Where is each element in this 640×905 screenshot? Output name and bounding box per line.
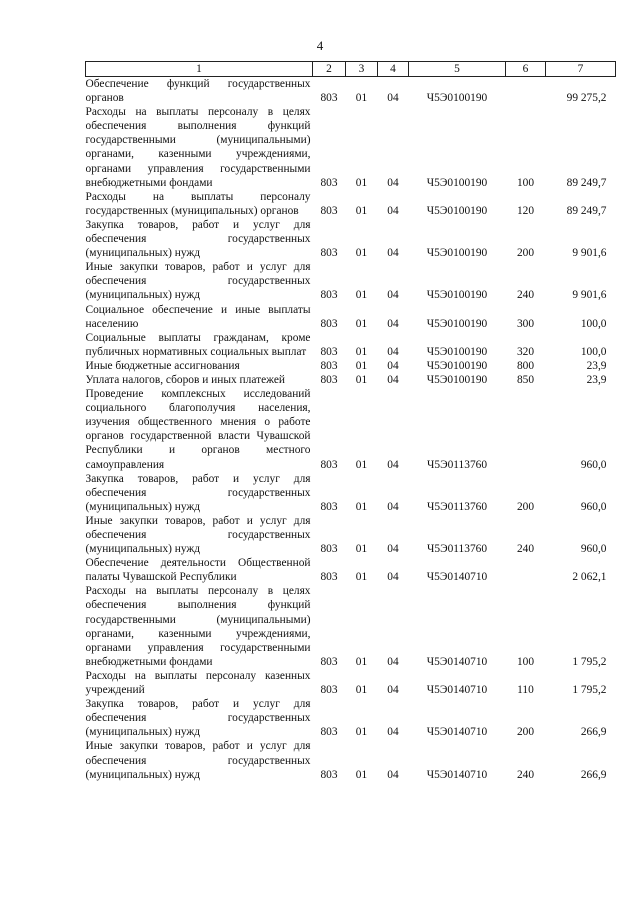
row-description: Расходы на выплаты персоналу казенных учреждений [85, 669, 311, 697]
row-section-code: 01 [355, 204, 368, 217]
table-row [86, 669, 616, 697]
header-col-4: 4 [378, 62, 409, 77]
row-target-article: Ч5Э0100190 [426, 345, 488, 358]
row-target-article: Ч5Э0100190 [426, 373, 488, 386]
row-section-code: 01 [355, 373, 368, 386]
row-ministry-code: 803 [320, 92, 338, 105]
row-section-code: 01 [355, 684, 368, 697]
row-expense-type: 240 [516, 543, 535, 556]
row-section-code: 01 [355, 500, 368, 513]
row-section-code: 01 [355, 247, 368, 260]
row-subsection-code: 04 [387, 289, 399, 302]
row-section-code: 01 [355, 359, 368, 372]
row-amount: 1 795,2 [572, 684, 607, 697]
row-amount: 100,0 [580, 317, 607, 330]
row-amount: 9 901,6 [572, 289, 607, 302]
row-expense-type: 850 [516, 373, 535, 386]
row-description: Уплата налогов, сборов и иных платежей [85, 373, 285, 386]
row-target-article: Ч5Э0140710 [426, 655, 488, 668]
table-row [86, 373, 616, 387]
row-expense-type: 240 [516, 768, 535, 781]
row-section-code: 01 [355, 768, 368, 781]
row-target-article: Ч5Э0113760 [426, 458, 488, 471]
row-target-article: Ч5Э0100190 [426, 92, 488, 105]
row-description: Расходы на выплаты персоналу государственных (муниципальных) органов [85, 190, 311, 217]
row-expense-type: 120 [516, 204, 535, 217]
row-target-article: Ч5Э0140710 [426, 571, 488, 584]
row-description: Иные закупки товаров, работ и услуг для обеспечения государственных (муниципальных) нужд [85, 740, 311, 781]
header-col-2: 2 [313, 62, 346, 77]
row-ministry-code: 803 [320, 458, 338, 471]
row-ministry-code: 803 [320, 500, 338, 513]
row-section-code: 01 [355, 571, 368, 584]
row-ministry-code: 803 [320, 176, 338, 189]
table-row [86, 472, 616, 514]
row-ministry-code: 803 [320, 345, 338, 358]
row-section-code: 01 [355, 92, 368, 105]
table-row [86, 556, 616, 584]
row-expense-type: 320 [516, 345, 535, 358]
row-description: Иные закупки товаров, работ и услуг для обеспечения государственных (муниципальных) нужд [85, 261, 311, 302]
row-amount: 23,9 [586, 373, 607, 386]
row-description: Иные бюджетные ассигнования [85, 359, 240, 372]
row-section-code: 01 [355, 726, 368, 739]
row-description: Обеспечение функций государственных органов [85, 78, 311, 105]
row-target-article: Ч5Э0140710 [426, 684, 488, 697]
row-ministry-code: 803 [320, 289, 338, 302]
row-subsection-code: 04 [387, 655, 399, 668]
row-section-code: 01 [355, 289, 368, 302]
row-amount: 960,0 [580, 458, 607, 471]
table-row [86, 359, 616, 373]
row-amount: 89 249,7 [566, 204, 607, 217]
row-amount: 2 062,1 [572, 571, 607, 584]
row-subsection-code: 04 [387, 359, 399, 372]
row-description: Закупка товаров, работ и услуг для обеспечения государственных (муниципальных) нужд [85, 698, 311, 739]
row-description: Проведение комплексных исследований социального благополучия населения, изучения общественного мнения о работе органов государственной власти Чувашской Республики и органов местного самоуправления [85, 388, 311, 471]
row-target-article: Ч5Э0100190 [426, 359, 488, 372]
row-expense-type [506, 387, 546, 472]
row-target-article: Ч5Э0100190 [426, 176, 488, 189]
row-subsection-code: 04 [387, 317, 399, 330]
row-amount: 100,0 [580, 345, 607, 358]
row-description: Закупка товаров, работ и услуг для обеспечения государственных (муниципальных) нужд [85, 472, 311, 513]
row-expense-type [506, 556, 546, 584]
row-expense-type [506, 77, 546, 106]
row-target-article: Ч5Э0100190 [426, 289, 488, 302]
row-subsection-code: 04 [387, 458, 399, 471]
row-description: Расходы на выплаты персоналу в целях обеспечения выполнения функций государственными (муниципальными) органами, казенными учреждениями, органами управления государственными внебюджетными фондами [85, 106, 311, 189]
row-expense-type: 300 [516, 317, 535, 330]
row-ministry-code: 803 [320, 655, 338, 668]
header-col-6: 6 [506, 62, 546, 77]
row-section-code: 01 [355, 655, 368, 668]
row-target-article: Ч5Э0113760 [426, 500, 488, 513]
row-section-code: 01 [355, 345, 368, 358]
table-row [86, 739, 616, 781]
header-row [86, 62, 616, 77]
row-amount: 266,9 [580, 768, 607, 781]
budget-table [85, 61, 616, 782]
table-header [86, 62, 616, 77]
row-subsection-code: 04 [387, 726, 399, 739]
header-col-5: 5 [409, 62, 506, 77]
table-row [86, 584, 616, 669]
table-row [86, 697, 616, 739]
row-target-article: Ч5Э0140710 [426, 726, 488, 739]
row-section-code: 01 [355, 176, 368, 189]
row-expense-type: 200 [516, 247, 535, 260]
row-description: Иные закупки товаров, работ и услуг для обеспечения государственных (муниципальных) нужд [85, 514, 311, 556]
row-subsection-code: 04 [387, 768, 399, 781]
row-description: Закупка товаров, работ и услуг для обеспечения государственных (муниципальных) нужд [85, 218, 311, 260]
table-row [86, 190, 616, 218]
row-ministry-code: 803 [320, 543, 338, 556]
row-amount: 99 275,2 [566, 92, 607, 105]
table-row [86, 387, 616, 472]
header-col-7: 7 [546, 62, 616, 77]
row-section-code: 01 [355, 317, 368, 330]
row-ministry-code: 803 [320, 317, 338, 330]
row-section-code: 01 [355, 543, 368, 556]
row-description: Социальное обеспечение и иные выплаты населению [85, 303, 311, 330]
row-subsection-code: 04 [387, 92, 399, 105]
table-row [86, 514, 616, 556]
row-subsection-code: 04 [387, 345, 399, 358]
row-expense-type: 240 [516, 289, 535, 302]
row-ministry-code: 803 [320, 373, 338, 386]
page-number: 4 [316, 38, 324, 53]
table-row [86, 303, 616, 331]
row-section-code: 01 [355, 458, 368, 471]
row-ministry-code: 803 [320, 571, 338, 584]
row-expense-type: 100 [516, 655, 535, 668]
row-target-article: Ч5Э0113760 [426, 543, 488, 556]
row-ministry-code: 803 [320, 247, 338, 260]
row-subsection-code: 04 [387, 247, 399, 260]
row-amount: 266,9 [580, 726, 607, 739]
row-description: Социальные выплаты гражданам, кроме публичных нормативных социальных выплат [85, 331, 311, 358]
row-description: Обеспечение деятельности Общественной палаты Чувашской Республики [85, 557, 311, 584]
table-row [86, 218, 616, 260]
table-row [86, 77, 616, 106]
row-ministry-code: 803 [320, 684, 338, 697]
row-subsection-code: 04 [387, 373, 399, 386]
row-ministry-code: 803 [320, 204, 338, 217]
row-amount: 89 249,7 [566, 176, 607, 189]
header-col-1: 1 [86, 62, 313, 77]
row-expense-type: 200 [516, 726, 535, 739]
row-target-article: Ч5Э0100190 [426, 317, 488, 330]
row-expense-type: 110 [517, 684, 534, 697]
table-row [86, 260, 616, 302]
row-ministry-code: 803 [320, 726, 338, 739]
row-target-article: Ч5Э0100190 [426, 247, 488, 260]
row-ministry-code: 803 [320, 359, 338, 372]
row-amount: 960,0 [580, 543, 607, 556]
row-amount: 960,0 [580, 500, 607, 513]
row-amount: 23,9 [586, 359, 607, 372]
row-expense-type: 200 [516, 500, 535, 513]
row-ministry-code: 803 [320, 768, 338, 781]
row-target-article: Ч5Э0100190 [426, 204, 488, 217]
row-amount: 9 901,6 [572, 247, 607, 260]
row-target-article: Ч5Э0140710 [426, 768, 488, 781]
row-expense-type: 100 [516, 176, 535, 189]
row-subsection-code: 04 [387, 500, 399, 513]
row-subsection-code: 04 [387, 571, 399, 584]
row-subsection-code: 04 [387, 176, 399, 189]
row-subsection-code: 04 [387, 204, 399, 217]
row-subsection-code: 04 [387, 543, 399, 556]
table-row [86, 105, 616, 190]
table-body [86, 77, 616, 782]
table-row [86, 331, 616, 359]
row-subsection-code: 04 [387, 684, 399, 697]
row-expense-type: 800 [516, 359, 535, 372]
row-amount: 1 795,2 [572, 655, 607, 668]
row-description: Расходы на выплаты персоналу в целях обеспечения выполнения функций государственными (муниципальными) органами, казенными учреждениями, органами управления государственными внебюджетными фондами [85, 585, 311, 668]
header-col-3: 3 [346, 62, 378, 77]
